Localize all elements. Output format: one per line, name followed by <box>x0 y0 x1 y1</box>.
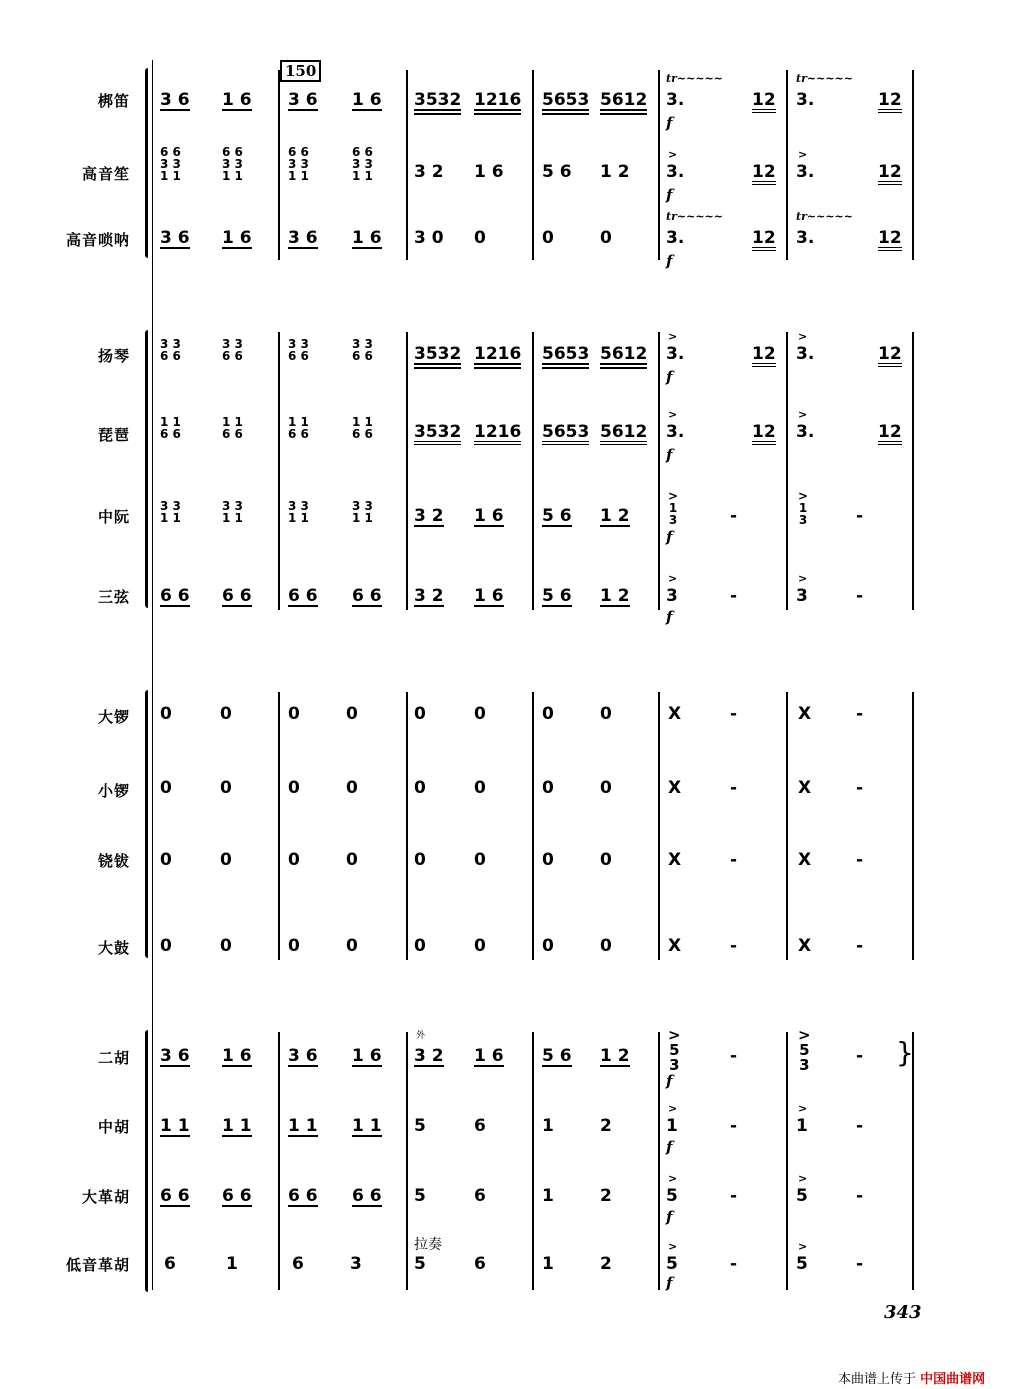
dynamic-mark: f <box>666 1072 673 1090</box>
barline <box>406 692 408 960</box>
dash: - <box>730 704 738 724</box>
rest: 0 <box>542 704 554 724</box>
note-group: 1 2 <box>600 1046 630 1066</box>
rest: 0 <box>600 850 612 870</box>
barline <box>532 1032 534 1290</box>
rest: 0 <box>288 936 300 956</box>
note-group: 3. <box>796 228 815 248</box>
instrument-label: 梆笛 <box>97 92 130 110</box>
note-group: 6 6 <box>222 1186 252 1206</box>
note-group: 5653 <box>542 346 589 369</box>
accent-mark: > <box>798 1102 808 1115</box>
rest: 0 <box>220 704 232 724</box>
dash: - <box>730 1186 738 1206</box>
dash: - <box>856 778 864 798</box>
note-group: 3532 <box>414 424 461 445</box>
note-group: 1 6 <box>352 1046 382 1066</box>
chord: 1 1 6 6 <box>160 415 181 441</box>
chord: 1 1 6 6 <box>352 415 373 441</box>
hit: X <box>798 850 812 870</box>
note-group: 3 2 <box>414 506 444 526</box>
dash: - <box>856 936 864 956</box>
rest: 0 <box>414 704 426 724</box>
barline <box>532 332 534 610</box>
accent-mark: > <box>668 1102 678 1115</box>
barline <box>278 70 280 260</box>
chord: 3 3 1 1 <box>222 499 243 525</box>
rest: 0 <box>414 778 426 798</box>
note-group: 6 6 <box>352 1186 382 1206</box>
dash: - <box>730 1254 738 1274</box>
note: 5 <box>666 1186 678 1206</box>
barline <box>278 1032 280 1290</box>
dynamic-mark: f <box>666 186 673 204</box>
rest: 0 <box>474 936 486 956</box>
note: 1 <box>666 1116 678 1136</box>
note: 3 <box>350 1254 362 1274</box>
rest: 0 <box>542 778 554 798</box>
note-group: 3 2 <box>414 162 444 182</box>
rest: 0 <box>474 704 486 724</box>
note-group: 3 0 <box>414 228 444 248</box>
chord: 6 6 3 3 1 1 <box>222 145 243 183</box>
dash: - <box>730 1046 738 1066</box>
barline <box>278 332 280 610</box>
chord: 3 3 6 6 <box>288 337 309 363</box>
dash: - <box>856 1254 864 1274</box>
group-bracket-percussion <box>145 690 148 958</box>
note: 6 <box>292 1254 304 1274</box>
rest: 0 <box>220 936 232 956</box>
note: 6 <box>474 1254 486 1274</box>
note: 2 <box>600 1186 612 1206</box>
chord: > 1 3 <box>668 489 679 527</box>
note-group: 12 <box>878 230 902 251</box>
chord: > 1 3 <box>798 489 809 527</box>
note-group: 1 1 <box>288 1116 318 1136</box>
instrument-label: 小锣 <box>97 782 130 800</box>
rest: 0 <box>160 936 172 956</box>
dynamic-mark: f <box>666 608 673 626</box>
note-group: 1 6 <box>352 228 382 248</box>
rest: 0 <box>160 850 172 870</box>
chord: 3 3 1 1 <box>352 499 373 525</box>
note-group: 5 6 <box>542 506 572 526</box>
note: 5 <box>414 1186 426 1206</box>
rest: 0 <box>414 936 426 956</box>
dash: - <box>730 1116 738 1136</box>
chord: 3 3 6 6 <box>160 337 181 363</box>
dash: - <box>856 1116 864 1136</box>
hit: X <box>668 778 682 798</box>
chord: 6 6 3 3 1 1 <box>352 145 373 183</box>
barline <box>786 1032 788 1290</box>
system-line <box>152 60 153 1290</box>
dynamic-mark: f <box>666 1138 673 1156</box>
dash: - <box>856 704 864 724</box>
note-group: 12 <box>752 92 776 113</box>
dash: - <box>730 850 738 870</box>
note-group: 5 6 <box>542 1046 572 1066</box>
rest: 0 <box>346 704 358 724</box>
dash: - <box>856 1186 864 1206</box>
page-number: 343 <box>884 1302 922 1323</box>
barline <box>912 332 914 610</box>
note: 1 <box>542 1116 554 1136</box>
note-group: 12 <box>878 346 902 367</box>
note-group: 5653 <box>542 92 589 115</box>
rest: 0 <box>600 228 612 248</box>
note-group: 1 6 <box>474 506 504 526</box>
rest: 0 <box>288 704 300 724</box>
barline <box>532 70 534 260</box>
note-group: 3 2 <box>414 1046 444 1066</box>
barline <box>658 692 660 960</box>
chord: 3 3 1 1 <box>288 499 309 525</box>
footer <box>838 1368 985 1387</box>
instrument-label: 大锣 <box>97 708 130 726</box>
note-group: 3 6 <box>160 228 190 248</box>
rest: 0 <box>414 850 426 870</box>
dynamic-mark: f <box>666 1208 673 1226</box>
rehearsal-mark: 150 <box>280 60 321 82</box>
rest: 0 <box>346 936 358 956</box>
note-group: 3. <box>666 90 685 110</box>
dash: - <box>856 1046 864 1066</box>
dash: - <box>730 778 738 798</box>
note-group: 6 6 <box>288 586 318 606</box>
rest: 0 <box>160 704 172 724</box>
group-bracket-strings <box>145 1030 148 1292</box>
accent-mark: > <box>668 572 678 585</box>
divisi-brace: } <box>896 1036 914 1069</box>
note-group: 3. <box>796 344 815 364</box>
dash: - <box>730 936 738 956</box>
group-bracket-plucked <box>145 330 148 608</box>
note-group: 3532 <box>414 92 461 115</box>
note-group: 3 6 <box>160 90 190 110</box>
note-group: 5612 <box>600 424 647 445</box>
dynamic-mark: f <box>666 114 673 132</box>
rest: 0 <box>288 850 300 870</box>
note: 5 <box>414 1116 426 1136</box>
note: 5 <box>796 1254 808 1274</box>
instrument-label: 高音唢呐 <box>65 231 130 249</box>
rest: 0 <box>600 704 612 724</box>
instrument-label: 高音笙 <box>81 165 130 183</box>
instrument-label: 中胡 <box>97 1118 130 1136</box>
note-group: 1 2 <box>600 506 630 526</box>
barline <box>406 70 408 260</box>
barline <box>658 1032 660 1290</box>
note-group: 1216 <box>474 92 521 115</box>
note-group: 1 1 <box>352 1116 382 1136</box>
note-group: 12 <box>878 164 902 185</box>
note: 6 <box>474 1116 486 1136</box>
accent-mark: > <box>798 1172 808 1185</box>
note-group: 1 6 <box>474 586 504 606</box>
rest: 0 <box>346 850 358 870</box>
barline <box>532 692 534 960</box>
note-group: 3 6 <box>160 1046 190 1066</box>
dynamic-mark: f <box>666 1274 673 1292</box>
barline <box>278 692 280 960</box>
rest: 0 <box>220 850 232 870</box>
note-group: 1 6 <box>222 228 252 248</box>
barline <box>912 692 914 960</box>
note-group: 12 <box>878 92 902 113</box>
rest: 0 <box>160 778 172 798</box>
note-group: 1 2 <box>600 586 630 606</box>
note: 2 <box>600 1116 612 1136</box>
chord: 6 6 3 3 1 1 <box>160 145 181 183</box>
note-group: 12 <box>752 230 776 251</box>
barline <box>912 1032 914 1290</box>
rest: 0 <box>542 936 554 956</box>
rest: 0 <box>542 850 554 870</box>
trill-mark: tr~~~~~ <box>666 72 723 85</box>
chord: 1 1 6 6 <box>288 415 309 441</box>
dynamic-mark: f <box>666 528 673 546</box>
hit: X <box>668 936 682 956</box>
dash: - <box>856 506 864 526</box>
note: 1 <box>542 1186 554 1206</box>
note-group: 3. <box>666 228 685 248</box>
note-group: 12 <box>752 424 776 445</box>
note-group: 1 1 <box>222 1116 252 1136</box>
note-group: 6 6 <box>160 586 190 606</box>
rest: 0 <box>346 778 358 798</box>
note: 5 <box>666 1254 678 1274</box>
note-group: 1 2 <box>600 162 630 182</box>
chord: 3 3 6 6 <box>222 337 243 363</box>
barline <box>406 332 408 610</box>
note: 5 <box>414 1254 426 1274</box>
rest: 0 <box>474 778 486 798</box>
note-group: 1 1 <box>160 1116 190 1136</box>
note-group: 1 6 <box>352 90 382 110</box>
instrument-label: 三弦 <box>97 588 130 606</box>
accent-mark: > <box>798 1240 808 1253</box>
note-group: 6 6 <box>222 586 252 606</box>
note-group: 6 6 <box>352 586 382 606</box>
chord: > 5 3 <box>798 1026 811 1074</box>
note: 6 <box>474 1186 486 1206</box>
accent-mark: > <box>798 148 808 161</box>
hit: X <box>798 704 812 724</box>
note-group: 3 2 <box>414 586 444 606</box>
chord: 3 3 1 1 <box>160 499 181 525</box>
note-group: 3. <box>796 422 815 442</box>
hit: X <box>668 704 682 724</box>
chord: > 5 3 <box>668 1026 681 1074</box>
instrument-label: 二胡 <box>97 1049 130 1067</box>
note-group: 3. <box>666 344 685 364</box>
dash: - <box>856 586 864 606</box>
barline <box>786 332 788 610</box>
chord: 6 6 3 3 1 1 <box>288 145 309 183</box>
instrument-label: 中阮 <box>97 508 130 526</box>
accent-mark: > <box>668 330 678 343</box>
barline <box>658 70 660 260</box>
trill-mark: tr~~~~~ <box>796 72 853 85</box>
footer-text: 本曲谱上传于 <box>838 1372 917 1387</box>
instrument-label: 扬琴 <box>97 347 130 365</box>
note-group: 3. <box>796 162 815 182</box>
instrument-label: 大鼓 <box>97 939 130 957</box>
note-group: 3. <box>666 422 685 442</box>
note-group: 5612 <box>600 346 647 369</box>
rest: 0 <box>600 778 612 798</box>
technique-note: 拉奏 <box>414 1237 442 1253</box>
trill-mark: tr~~~~~ <box>796 210 853 223</box>
hit: X <box>668 850 682 870</box>
instrument-label: 大革胡 <box>81 1188 130 1206</box>
barline <box>786 70 788 260</box>
barline <box>912 70 914 260</box>
dash: - <box>730 586 738 606</box>
note-group: 12 <box>878 424 902 445</box>
note: 1 <box>796 1116 808 1136</box>
accent-mark: > <box>798 330 808 343</box>
note: 1 <box>542 1254 554 1274</box>
chord: 1 1 6 6 <box>222 415 243 441</box>
note: 5 <box>796 1186 808 1206</box>
accent-mark: > <box>798 408 808 421</box>
note-group: 12 <box>752 346 776 367</box>
accent-mark: > <box>668 148 678 161</box>
instrument-label: 低音革胡 <box>65 1256 130 1274</box>
note-group: 1 6 <box>474 162 504 182</box>
dash: - <box>730 506 738 526</box>
hit: X <box>798 778 812 798</box>
note-group: 5653 <box>542 424 589 445</box>
site-logo: 中国曲谱网 <box>920 1372 986 1387</box>
rest: 0 <box>474 228 486 248</box>
group-bracket-winds <box>145 68 148 258</box>
barline <box>406 1032 408 1290</box>
rest: 0 <box>288 778 300 798</box>
rest: 0 <box>220 778 232 798</box>
note-group: 5612 <box>600 92 647 115</box>
dynamic-mark: f <box>666 446 673 464</box>
note-group: 6 6 <box>160 1186 190 1206</box>
note-group: 5 6 <box>542 162 572 182</box>
accent-mark: > <box>668 408 678 421</box>
rest: 0 <box>600 936 612 956</box>
note-group: 3. <box>796 90 815 110</box>
hit: X <box>798 936 812 956</box>
note-group: 3 <box>666 586 678 606</box>
instrument-label: 琵琶 <box>97 426 130 444</box>
accent-mark: > <box>668 1240 678 1253</box>
note-group: 3 <box>796 586 808 606</box>
note: 1 <box>226 1254 238 1274</box>
barline <box>786 692 788 960</box>
note-group: 12 <box>752 164 776 185</box>
note-group: 3 6 <box>288 228 318 248</box>
accent-mark: > <box>668 1172 678 1185</box>
note-group: 1216 <box>474 424 521 445</box>
dynamic-mark: f <box>666 252 673 270</box>
dynamic-mark: f <box>666 368 673 386</box>
note-group: 3 6 <box>288 90 318 110</box>
note-group: 1 6 <box>474 1046 504 1066</box>
note-group: 1 6 <box>222 90 252 110</box>
note-group: 3 6 <box>288 1046 318 1066</box>
note-group: 1216 <box>474 346 521 369</box>
dash: - <box>856 850 864 870</box>
note-group: 3532 <box>414 346 461 369</box>
bowing-note: 外 <box>416 1031 426 1041</box>
note-group: 6 6 <box>288 1186 318 1206</box>
rest: 0 <box>542 228 554 248</box>
rest: 0 <box>474 850 486 870</box>
chord: 3 3 6 6 <box>352 337 373 363</box>
note-group: 3. <box>666 162 685 182</box>
note: 2 <box>600 1254 612 1274</box>
note-group: 5 6 <box>542 586 572 606</box>
instrument-label: 铙钹 <box>97 852 130 870</box>
note: 6 <box>164 1254 176 1274</box>
barline <box>658 332 660 610</box>
trill-mark: tr~~~~~ <box>666 210 723 223</box>
accent-mark: > <box>798 572 808 585</box>
note-group: 1 6 <box>222 1046 252 1066</box>
